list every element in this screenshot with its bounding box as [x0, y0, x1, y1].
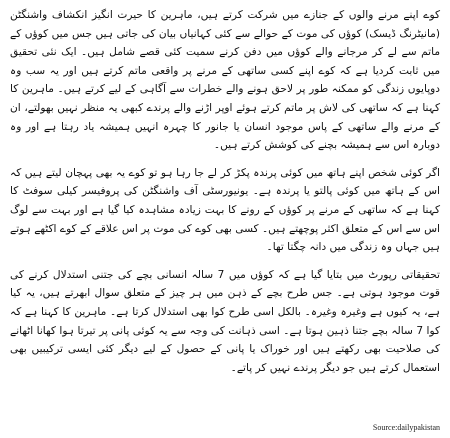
- article-paragraph-2: اگر کوئی شخص اپنے ہاتھ میں کوئی پرندہ پکڑ کر لے جا رہا ہو تو کوے یہ بھی پہچان لیتے ہیں کہ اس کے ہاتھ میں کوئی پالتو یا پرندہ ہے۔ یونیورسٹی آف واشنگٹن کی پروفیسر کیلی سوفٹ کا کہنا ہے کہ ساتھی کے مرنے پر کوؤں کے رونے کا بہت زیادہ مشاہدہ کیا گیا ہے اور بہت سے لوگ اس سے اس کے متعلق اکثر پوچھتے ہیں۔ کسی بھی کوے کی موت پر اس علاقے کے کوے اکٹھے ہوتے ہیں جہاں وہ زندگی میں دانہ چگتا تھا۔: [10, 166, 440, 254]
- source-credit: Source:dailypakistan: [372, 423, 440, 432]
- article-paragraph-3: تحقیقاتی رپورٹ میں بتایا گیا ہے کہ کوؤں میں 7 سالہ انسانی بچے کی جتنی استدلال کرنے کی قوت موجود ہوتی ہے۔ جس طرح بچے کے ذہن میں ہر چیز کے متعلق سوال ابھرتے ہیں، یہ کیا ہے، یہ کیوں ہے وغیرہ وغیرہ۔ بالکل اسی طرح کوا بھی استدلال کرتا ہے۔ ماہرین کا کہنا ہے کہ کوا 7 سالہ بچے جتنا ذہین ہوتا ہے۔ اسی ذہانت کی وجہ سے یہ کوئی پانی پر تیرتا ہوا کھانا اٹھانے کی صلاحیت بھی رکھتے ہیں اور خوراک یا پانی کے حصول کے لیے دیگر کئی ایسی ترکیبیں بھی استعمال کرتے ہیں جو دیگر پرندے نہیں کر پاتے۔: [10, 268, 441, 374]
- article-paragraph-1: کوے اپنے مرنے والوں کے جنازے میں شرکت کرتے ہیں، ماہرین کا حیرت انگیز انکشاف واشنگٹن (مانیٹرنگ ڈیسک) کوؤں کی موت کے حوالے سے کئی کہانیاں بیان کی جاتی ہیں جس میں کوؤں کے ماتم سے لے کر مرجانے والے کوؤں میں دفن کرنے سمیت کئی قصے شامل ہیں۔ ایک نئی تحقیق میں ثابت کردیا ہے کہ کوے اپنے کسی ساتھی کے مرنے پر واقعی ماتم کرتے ہیں اور یہ سب وہ دوپایوں زندگی کو ممکنہ طور پر لاحق ہونے والے خطرات سے آگاہی کے لیے کرتے ہیں۔ ماہرین کا کہنا ہے کہ ساتھی کی لاش پر ماتم کرتے ہوئے اوپر اڑنے والے پرندے کبھی یہ منظر نہیں بھولتے، ان کے مرنے والے ساتھی کے پاس موجود انسان یا جانور کا چہرہ انہیں ہمیشہ یاد رہتا ہے اور وہ دوبارہ اس سے ہمیشہ بچنے کی کوشش کرتے ہیں۔: [10, 9, 440, 152]
- article-body: [10, 6, 440, 377]
